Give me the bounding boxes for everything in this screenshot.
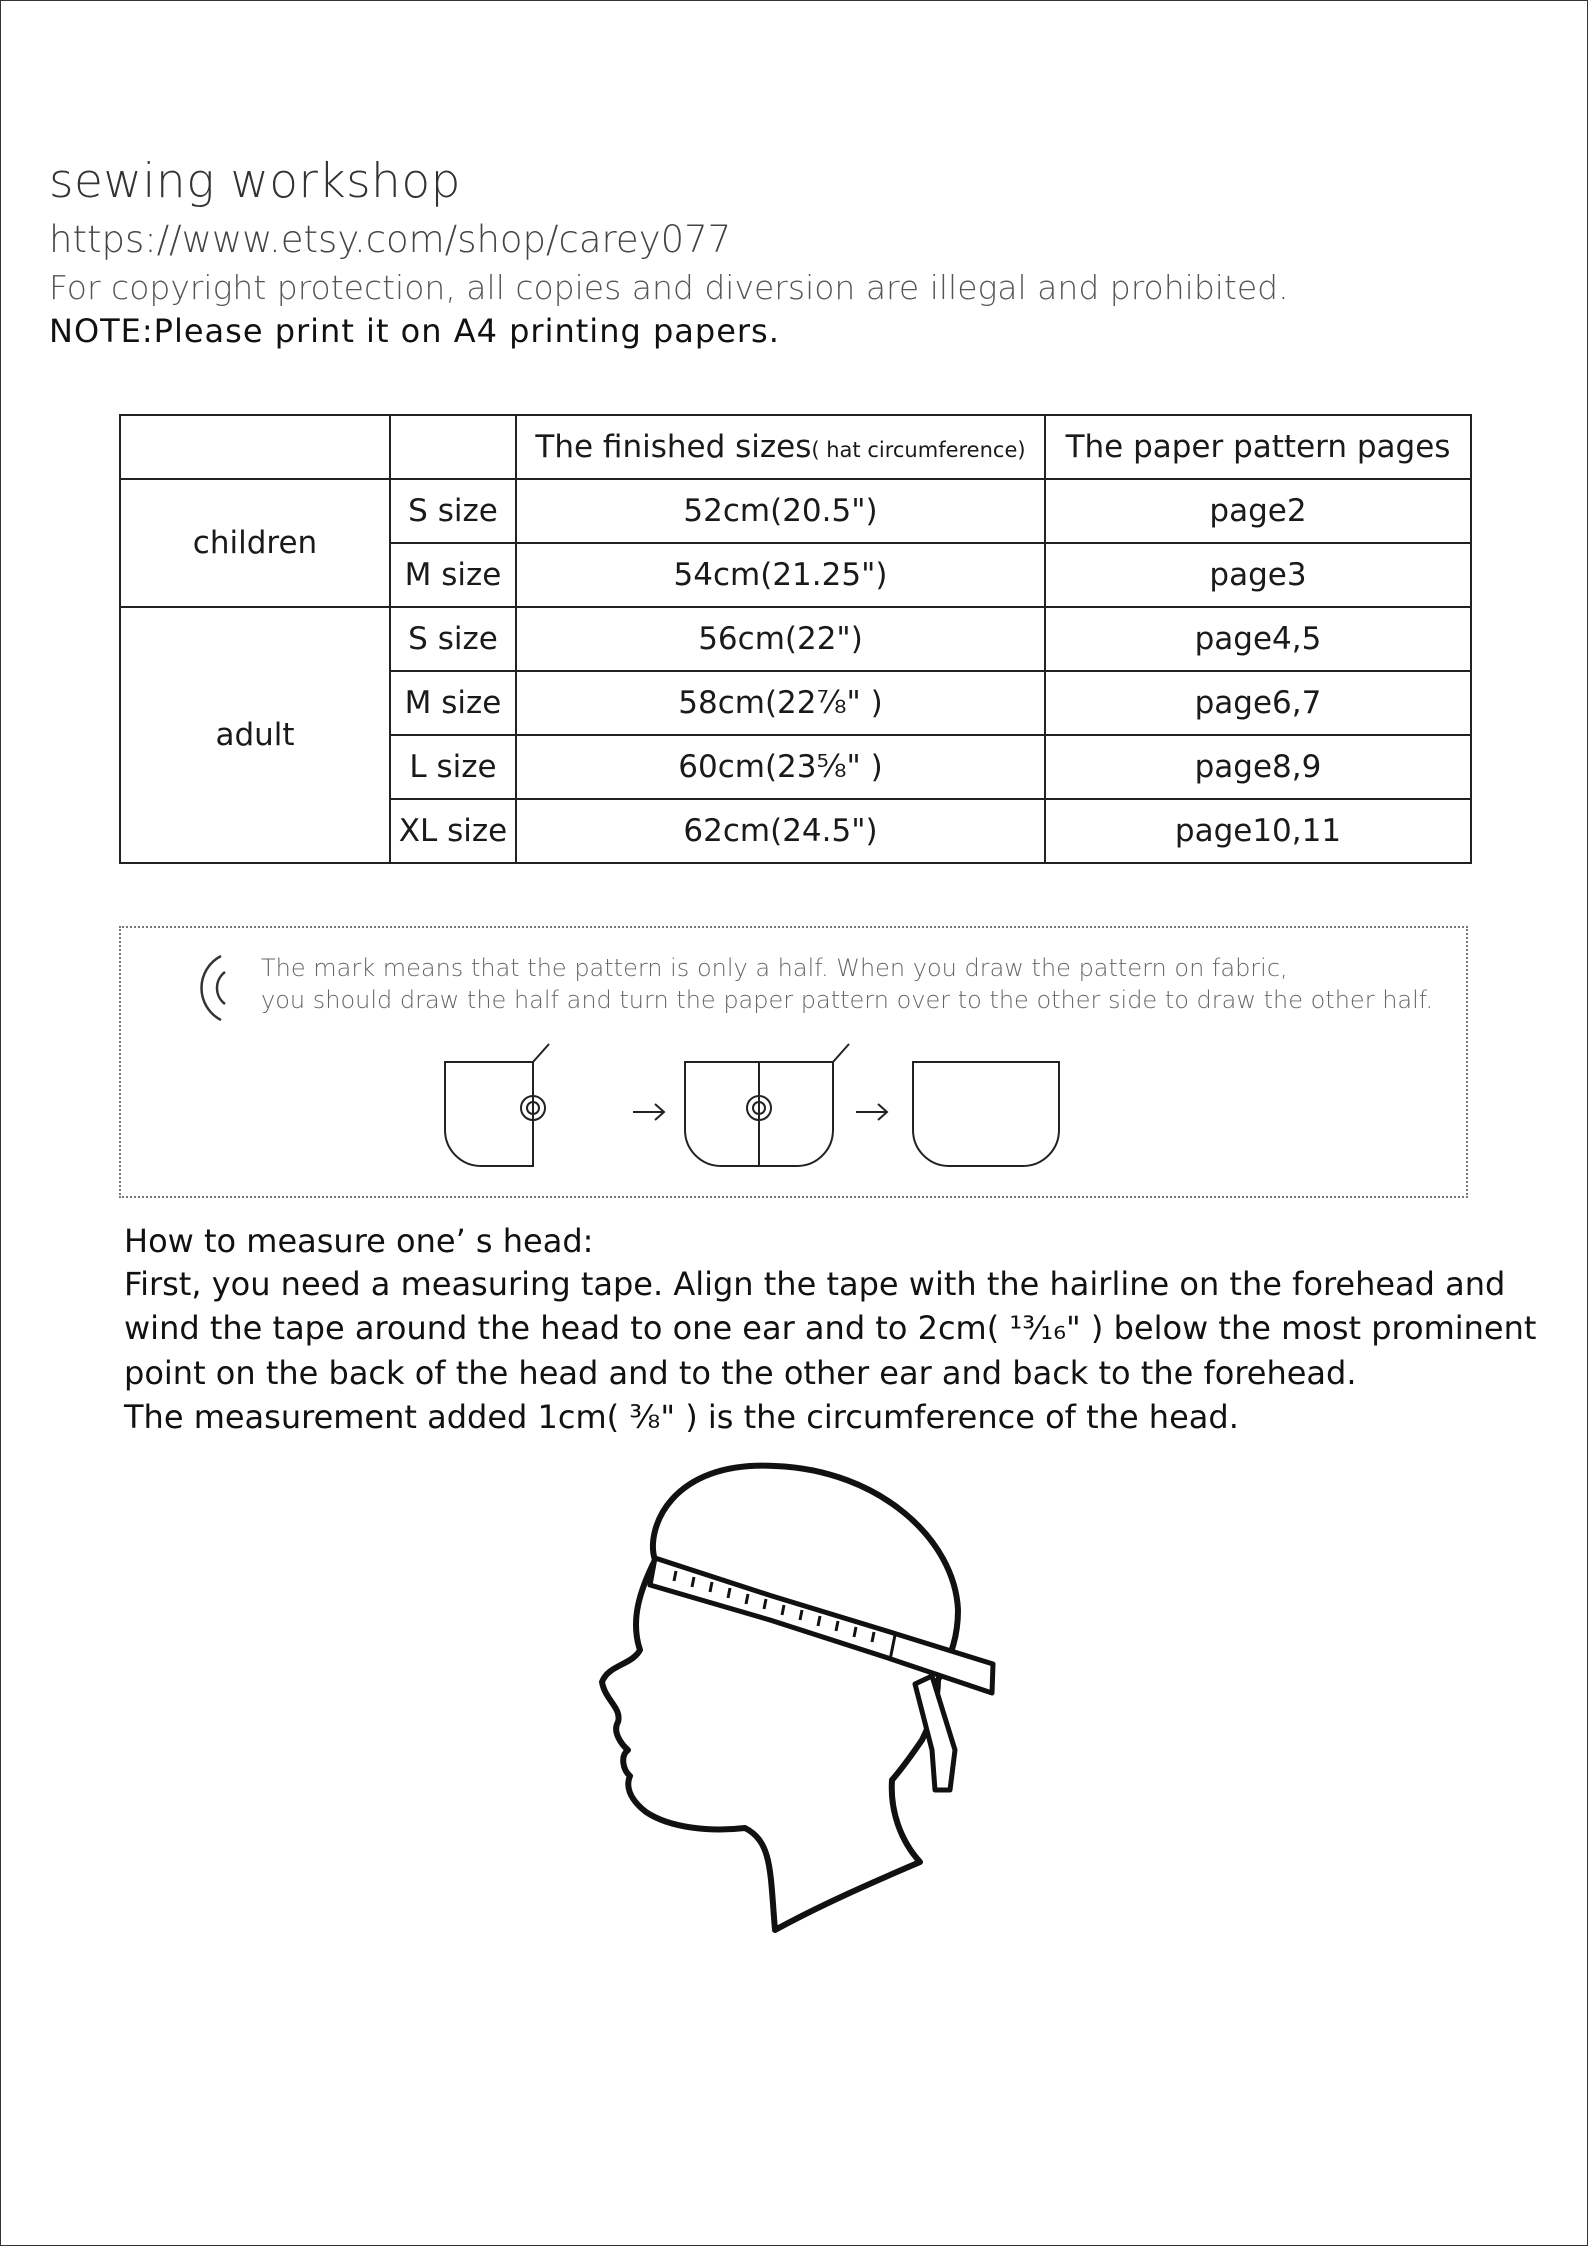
unfolding-pattern-shape — [685, 1044, 849, 1166]
half-mark-note-line: The mark means that the pattern is only a half. When you draw the pattern on fabric, — [261, 954, 1288, 982]
header-cell-empty — [390, 415, 516, 479]
measure-text-line: The measurement added 1cm( ⅜" ) is the circumference of the head. — [124, 1398, 1239, 1436]
circumference-cell: 62cm(24.5") — [516, 799, 1045, 863]
pages-cell: page4,5 — [1045, 607, 1471, 671]
arrow-icon — [856, 1104, 887, 1120]
measure-heading: How to measure one’ s head: — [124, 1222, 594, 1260]
page-title: sewing workshop — [49, 154, 461, 209]
table-header-row — [120, 415, 1471, 479]
arrow-icon — [633, 1104, 664, 1120]
pages-cell: page8,9 — [1045, 735, 1471, 799]
copyright-notice: For copyright protection, all copies and diversion are illegal and prohibited. — [49, 268, 1289, 307]
circumference-cell: 58cm(22⅞" ) — [516, 671, 1045, 735]
full-pattern-shape — [913, 1062, 1059, 1166]
header-finished-sizes — [516, 415, 1045, 479]
head-measurement-illustration — [560, 1450, 1020, 1940]
size-cell: M size — [390, 671, 516, 735]
measure-text-line: wind the tape around the head to one ear and to 2cm( ¹³⁄₁₆" ) below the most prominent — [124, 1309, 1537, 1347]
header-finished-sizes-label: The finished sizes — [535, 429, 812, 465]
half-mark-note-box — [119, 926, 1468, 1198]
group-adult: adult — [120, 607, 390, 863]
pages-cell: page10,11 — [1045, 799, 1471, 863]
half-pattern-shape — [445, 1044, 549, 1166]
table-row — [120, 479, 1471, 543]
measure-text-line: point on the back of the head and to the other ear and back to the forehead. — [124, 1354, 1357, 1392]
circumference-cell: 60cm(23⅝" ) — [516, 735, 1045, 799]
size-cell: M size — [390, 543, 516, 607]
head-outline — [602, 1466, 958, 1930]
header-finished-sizes-sub: ( hat circumference) — [811, 438, 1026, 462]
group-children: children — [120, 479, 390, 607]
shop-url: https://www.etsy.com/shop/carey077 — [49, 218, 732, 261]
measure-text-line: First, you need a measuring tape. Align the tape with the hairline on the forehead and — [124, 1265, 1506, 1303]
size-cell: S size — [390, 479, 516, 543]
size-cell: S size — [390, 607, 516, 671]
pages-cell: page3 — [1045, 543, 1471, 607]
half-mark-note-line: you should draw the half and turn the paper pattern over to the other side to draw the other half. — [261, 986, 1434, 1014]
circumference-cell: 54cm(21.25") — [516, 543, 1045, 607]
pages-cell: page2 — [1045, 479, 1471, 543]
measuring-tape — [650, 1558, 993, 1790]
size-cell: XL size — [390, 799, 516, 863]
print-note: NOTE:Please print it on A4 printing papers. — [49, 312, 780, 350]
table-row — [120, 607, 1471, 671]
header-pattern-pages: The paper pattern pages — [1045, 415, 1471, 479]
size-table — [119, 414, 1472, 864]
circumference-cell: 52cm(20.5") — [516, 479, 1045, 543]
header-cell-empty — [120, 415, 390, 479]
pages-cell: page6,7 — [1045, 671, 1471, 735]
size-cell: L size — [390, 735, 516, 799]
circumference-cell: 56cm(22") — [516, 607, 1045, 671]
half-mark-icon-inner — [217, 972, 225, 1004]
